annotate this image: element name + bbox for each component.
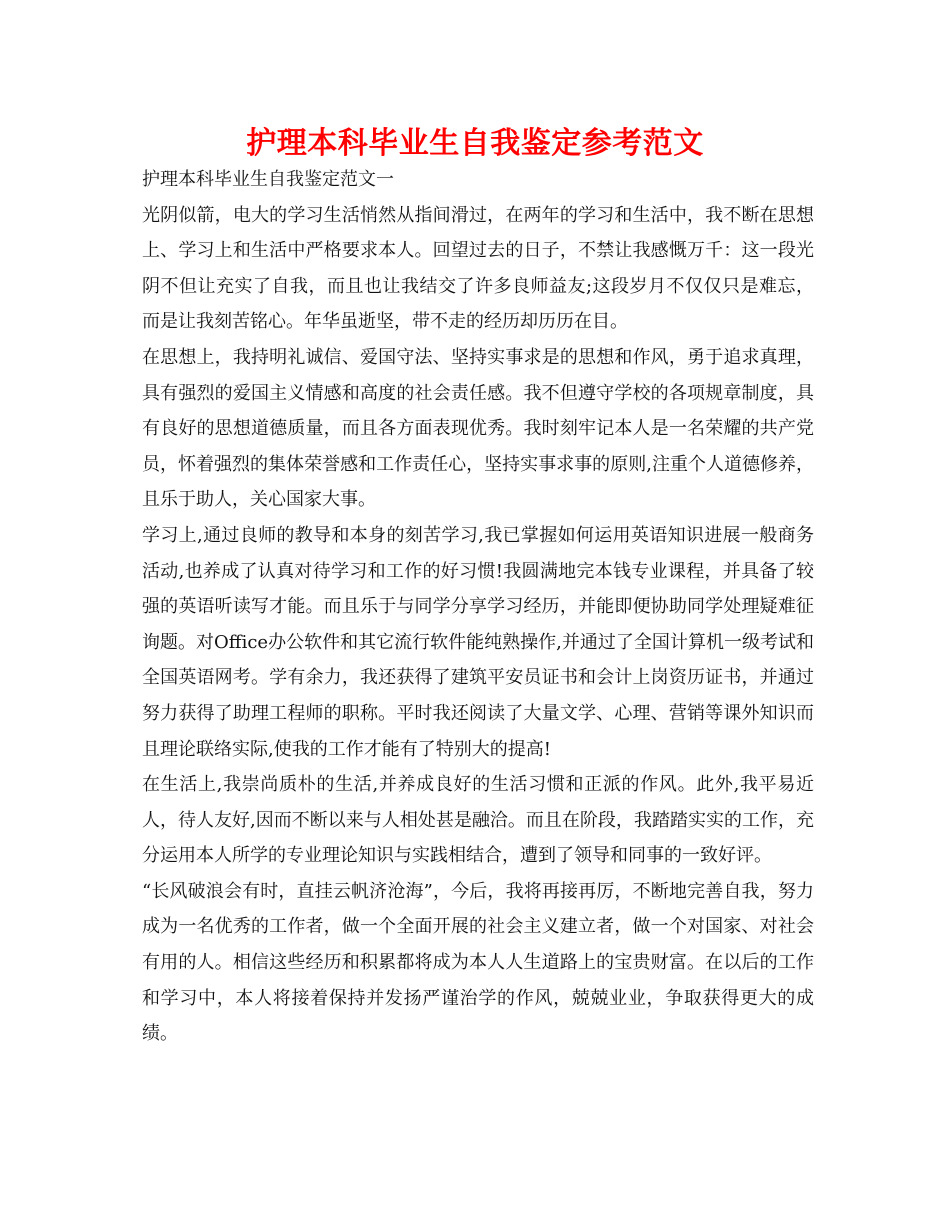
section-heading: 护理本科毕业生自我鉴定范文一 [142, 169, 394, 190]
document-title: 护理本科毕业生自我鉴定参考范文 [246, 126, 704, 161]
paragraph-conclusion: “长风破浪会有时，直挂云帆济沧海”，今后，我将再接再厉，不断地完善自我，努力成为一名优秀的工作者，做一个全面开展的社会主义建立者，做一个对国家、对社会有用的人。相信这些经历和积累都将成为本人人生道路上的宝贵财富。在以后的工作和学习中，本人将接着保持并发扬严谨治学的作风，兢兢业业，争取获得更大的成绩。 [142, 880, 814, 1045]
paragraph-study: 学习上,通过良师的教导和本身的刻苦学习,我已掌握如何运用英语知识进展一般商务活动,也养成了认真对待学习和工作的好习惯!我圆满地完本钱专业课程，并具备了较强的英语听读写才能。而且乐于与同学分享学习经历，并能即便协助同学处理疑难征询题。对Office办公软件和其它流行软件能纯熟操作,并通过了全国计算机一级考试和全国英语网考。学有余力，我还获得了建筑平安员证书和会计上岗资历证书，并通过努力获得了助理工程师的职称。平时我还阅读了大量文学、心理、营销等课外知识而且理论联络实际,使我的工作才能有了特别大的提高! [142, 524, 814, 760]
paragraph-intro: 光阴似箭，电大的学习生活悄然从指间滑过，在两年的学习和生活中，我不断在思想上、学习上和生活中严格要求本人。回望过去的日子，不禁让我感慨万千：这一段光阴不但让充实了自我，而且也让我结交了许多良师益友;这段岁月不仅仅只是难忘，而是让我刻苦铭心。年华虽逝坚，带不走的经历却历历在目。 [142, 204, 814, 333]
document-body [142, 162, 814, 1052]
paragraph-life: 在生活上,我崇尚质朴的生活,并养成良好的生活习惯和正派的作风。此外,我平易近人，待人友好,因而不断以来与人相处甚是融洽。而且在阶段，我踏踏实实的工作，充分运用本人所学的专业理论知识与实践相结合，遭到了领导和同事的一致好评。 [142, 774, 814, 867]
paragraph-ideology: 在思想上，我持明礼诚信、爱国守法、坚持实事求是的思想和作风，勇于追求真理，具有强烈的爱国主义情感和高度的社会责任感。我不但遵守学校的各项规章制度，具有良好的思想道德质量，而且各方面表现优秀。我时刻牢记本人是一名荣耀的共产党员，怀着强烈的集体荣誉感和工作责任心，坚持实事求事的原则,注重个人道德修养，且乐于助人，关心国家大事。 [142, 346, 814, 511]
